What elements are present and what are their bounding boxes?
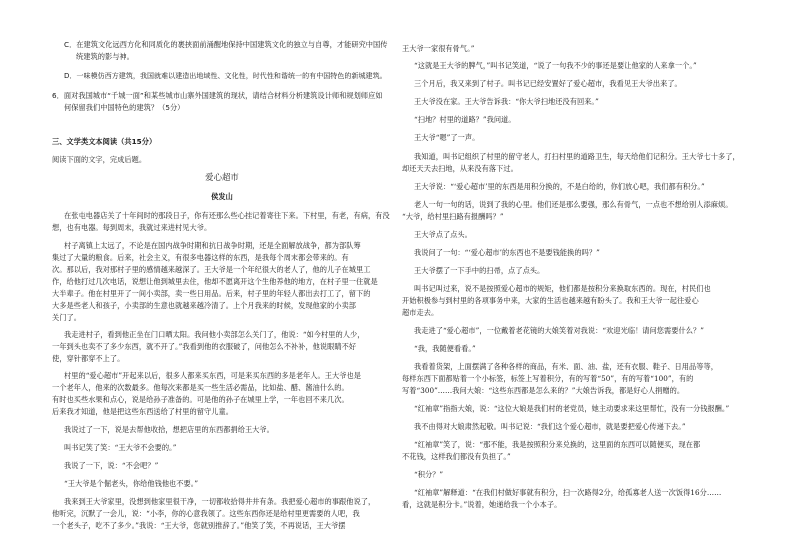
r18: 我不由得对大娘肃然起敬。叫书记说：“我们这个爱心超市，就是要把爱心传递下去。” bbox=[414, 422, 686, 431]
r13-l2: 开始积极参与到村里的各项事务中来，大家的生活也越来越有盼头了。我和王大爷一起往爱心 bbox=[402, 296, 699, 305]
p4-l1: 村里的“爱心超市”开起来以后，很多人都来买东西，可是来买东西的多是老年人。王大爷也是 bbox=[64, 371, 361, 380]
r7-l1: 我知道，叫书记组织了村里的留守老人，打扫村里的道路卫生，每天给他们记积分。王大爷七十多了， bbox=[414, 152, 740, 161]
p2-l4: 作，给他打过几次电话，说想让他到城里去住，他却不愿离开这个生他养他的地方，在村子里一住就是 bbox=[52, 277, 378, 286]
p7: 我说了一下，说：“不会吧？” bbox=[64, 461, 159, 470]
r4: 王大爷没在家。王大爷告诉我：“你大爷扫地还没有回来。” bbox=[414, 97, 599, 106]
r9-l1: 老人一句一句的话，说到了我的心里。他们还是那么要强，那么有骨气，一点也不想给别人添麻烦。 bbox=[414, 200, 733, 209]
p2-l1: 村子离镇上太远了，不论是在国内战争时期和抗日战争时期，还是全面解放战争，都为部队筹 bbox=[64, 241, 361, 250]
p2-l3: 次。那以后，我对那村子里的感情越来越深了。王大爷是一个年纪很大的老人了，他的儿子在城里工 bbox=[52, 265, 371, 274]
r6: 王大爷“嗯”了一声。 bbox=[414, 133, 480, 142]
r16-l3: 写着“300”……我问大娘：“这些东西都是怎么来的？”大娘告诉我，都是好心人捐赠的。 bbox=[402, 386, 685, 395]
r19-l2: 不花钱，这样我们都没有负担了。” bbox=[402, 452, 511, 461]
p1-l1: 在张屯电器店关了十年间时的那段日子，你有还那么些心挂记着寄往下来。下村里，有老，有病，有没 bbox=[64, 211, 390, 220]
option-c-line-2: 统建筑的影与神。 bbox=[76, 52, 134, 61]
p4-l2: 一个老年人，他来的次数最多。他每次来都是买一些生活必需品，比如盐、醋、酱油什么的。 bbox=[52, 383, 349, 392]
r17: “红袖章”指指大娘，说：“这位大娘是我们村的老党员，她主动要求来这里帮忙，没有一分钱报酬。” bbox=[414, 404, 730, 413]
p4-l4: 后来我才知道，他是把这些东西送给了村里的留守儿童。 bbox=[52, 407, 233, 416]
r12: 王大爷摆了一下手中的扫帚，点了点头。 bbox=[414, 266, 545, 275]
p3-l1: 我走进村子，看到他正坐在门口晒太阳。我问他小卖部怎么关门了，他说：“如今村里的人少， bbox=[64, 330, 365, 339]
p3-l2: 一年到头也卖不了多少东西，就不开了。”我看到他的衣服破了，问他怎么不补补，他说眼睛不好 bbox=[52, 342, 357, 351]
p2-l2: 集过了大量的粮食。后来，社会主义，有很多电器这样的东西，是我每个周末都会带来的。有 bbox=[52, 253, 349, 262]
p6: 叫书记笑了笑：“王大爷不会要的。” bbox=[64, 443, 177, 452]
p2-l6: 大多是些老人和孩子，小卖部的生意也就越来越冷清了。上个月我来的时候，发现他家的小卖部 bbox=[52, 301, 356, 310]
r10: 王大爷点了点头。 bbox=[414, 230, 472, 239]
r19-l1: “红袖章”笑了，说：“那不能，我是按照积分来兑换的，这里面的东西可以随便买，现在都 bbox=[414, 440, 701, 449]
p2-l7: 关门了。 bbox=[52, 313, 81, 322]
option-d: D．一味模仿西方建筑，我国就难以建造出地域性、文化性，时代性和谐统一的有中国特色的新城建筑。 bbox=[64, 72, 387, 80]
section-title: 三、文学类文本阅读（共15分） bbox=[52, 137, 157, 146]
p9-l3: 一个老头子，吃不了多少。”我说：“王大爷，您就别推辞了。”他笑了笑，不再说话，王大爷摆 bbox=[52, 521, 346, 530]
r13-l3: 超市走去。 bbox=[402, 308, 439, 317]
r8: 王大爷说：“‘爱心超市’里的东西是用积分换的，不是白给的，你们放心吧，我们都有积分。” bbox=[414, 182, 705, 191]
r21-l1: “红袖章”解释道：“在我们村做好事就有积分，扫一次路得2分，给孤寡老人送一次饭得16分…… bbox=[414, 488, 722, 497]
p1-l2: 想，也有电器。每到周末，我就过来进村见大爷。 bbox=[52, 223, 212, 232]
p3-l3: 使，穿针都穿不上了。 bbox=[52, 354, 125, 363]
r21-l2: 看，这就是积分卡。”说着，她递给我一个小本子。 bbox=[402, 500, 562, 509]
r20: “积分？” bbox=[414, 470, 444, 479]
r15: “我，我随便看看。” bbox=[414, 344, 476, 353]
question-6-line-2: 何保留我们中国特色的建筑？（5分） bbox=[64, 103, 185, 112]
r13-l1: 叫书记叫过来，说不是按照爱心超市的规矩，他们都是按积分来换取东西的。现在，村民们也 bbox=[414, 284, 711, 293]
r2: “这就是王大爷的脾气，”叫书记笑道，“说了一句我不少的事还是要让他家的人来拿一个。” bbox=[414, 61, 697, 70]
r7-l2: 却还天天去扫地，从来没有落下过。 bbox=[402, 164, 518, 173]
r16-l2: 每样东西下面都贴着一个小标签，标签上写着积分，有的写着“50”，有的写着“100”，有的 bbox=[402, 374, 694, 383]
r5: “扫地？村里的道路？”我问道。 bbox=[414, 115, 516, 124]
p9-l2: 他听完，沉默了一会儿，说：“小李，你的心意我领了。这些东西你还是给村里更需要的人吧，我 bbox=[52, 509, 360, 518]
p2-l5: 大半辈子。他在村里开了一间小卖部，卖一些日用品。后来，村子里的年轻人都出去打工了，留下的 bbox=[52, 289, 371, 298]
p4-l3: 有时也买些水果和点心，说是给孙子准备的。可是他的孙子在城里上学，一年也回不来几次。 bbox=[52, 395, 349, 404]
p9-l1: 我来到王大爷家里，没想到他家里很干净，一切都收拾得井井有条。我把爱心超市的事跟他说了， bbox=[64, 497, 376, 506]
question-6-line-1: 6．面对我国城市“千城一面”和某些城市山寨外国建筑的现状，请结合材料分析建筑设计师和规划师应如 bbox=[52, 91, 383, 100]
r11: 我说问了一句：“‘爱心超市’的东西也不是要钱能换的吗？” bbox=[414, 248, 600, 257]
p5: 我说过了一下，说是去帮他收拾，想把店里的东西都捐给王大爷。 bbox=[64, 425, 274, 434]
reading-instruction: 阅读下面的文字，完成后题。 bbox=[52, 155, 147, 164]
story-author: 侯发山 bbox=[211, 192, 233, 201]
r1: 王大爷一家很有骨气。” bbox=[402, 44, 475, 53]
r9-l2: “大爷，给村里扫路有报酬吗？” bbox=[402, 212, 504, 221]
option-c-line-1: C．在建筑文化远西方化和同质化的裹挟面前涌醒地保持中国建筑文化的独立与自尊，才能研究中国传 bbox=[64, 40, 388, 49]
p8: “王大爷是个倔老头，你给他钱他也不要。” bbox=[64, 479, 199, 488]
r16-l1: 我看着货架，上面摆满了各种各样的商品，有米、面、油、盐，还有衣服、鞋子、日用品等等， bbox=[414, 362, 718, 371]
r14: 我走进了“爱心超市”，一位戴着老花镜的大娘笑着对我说：“欢迎光临！请问您需要什么？” bbox=[414, 326, 704, 335]
story-title: 爱心超市 bbox=[205, 172, 239, 182]
r3: 三个月后，我又来到了村子。叫书记已经安置好了爱心超市，我看见王大爷出来了。 bbox=[414, 79, 682, 88]
